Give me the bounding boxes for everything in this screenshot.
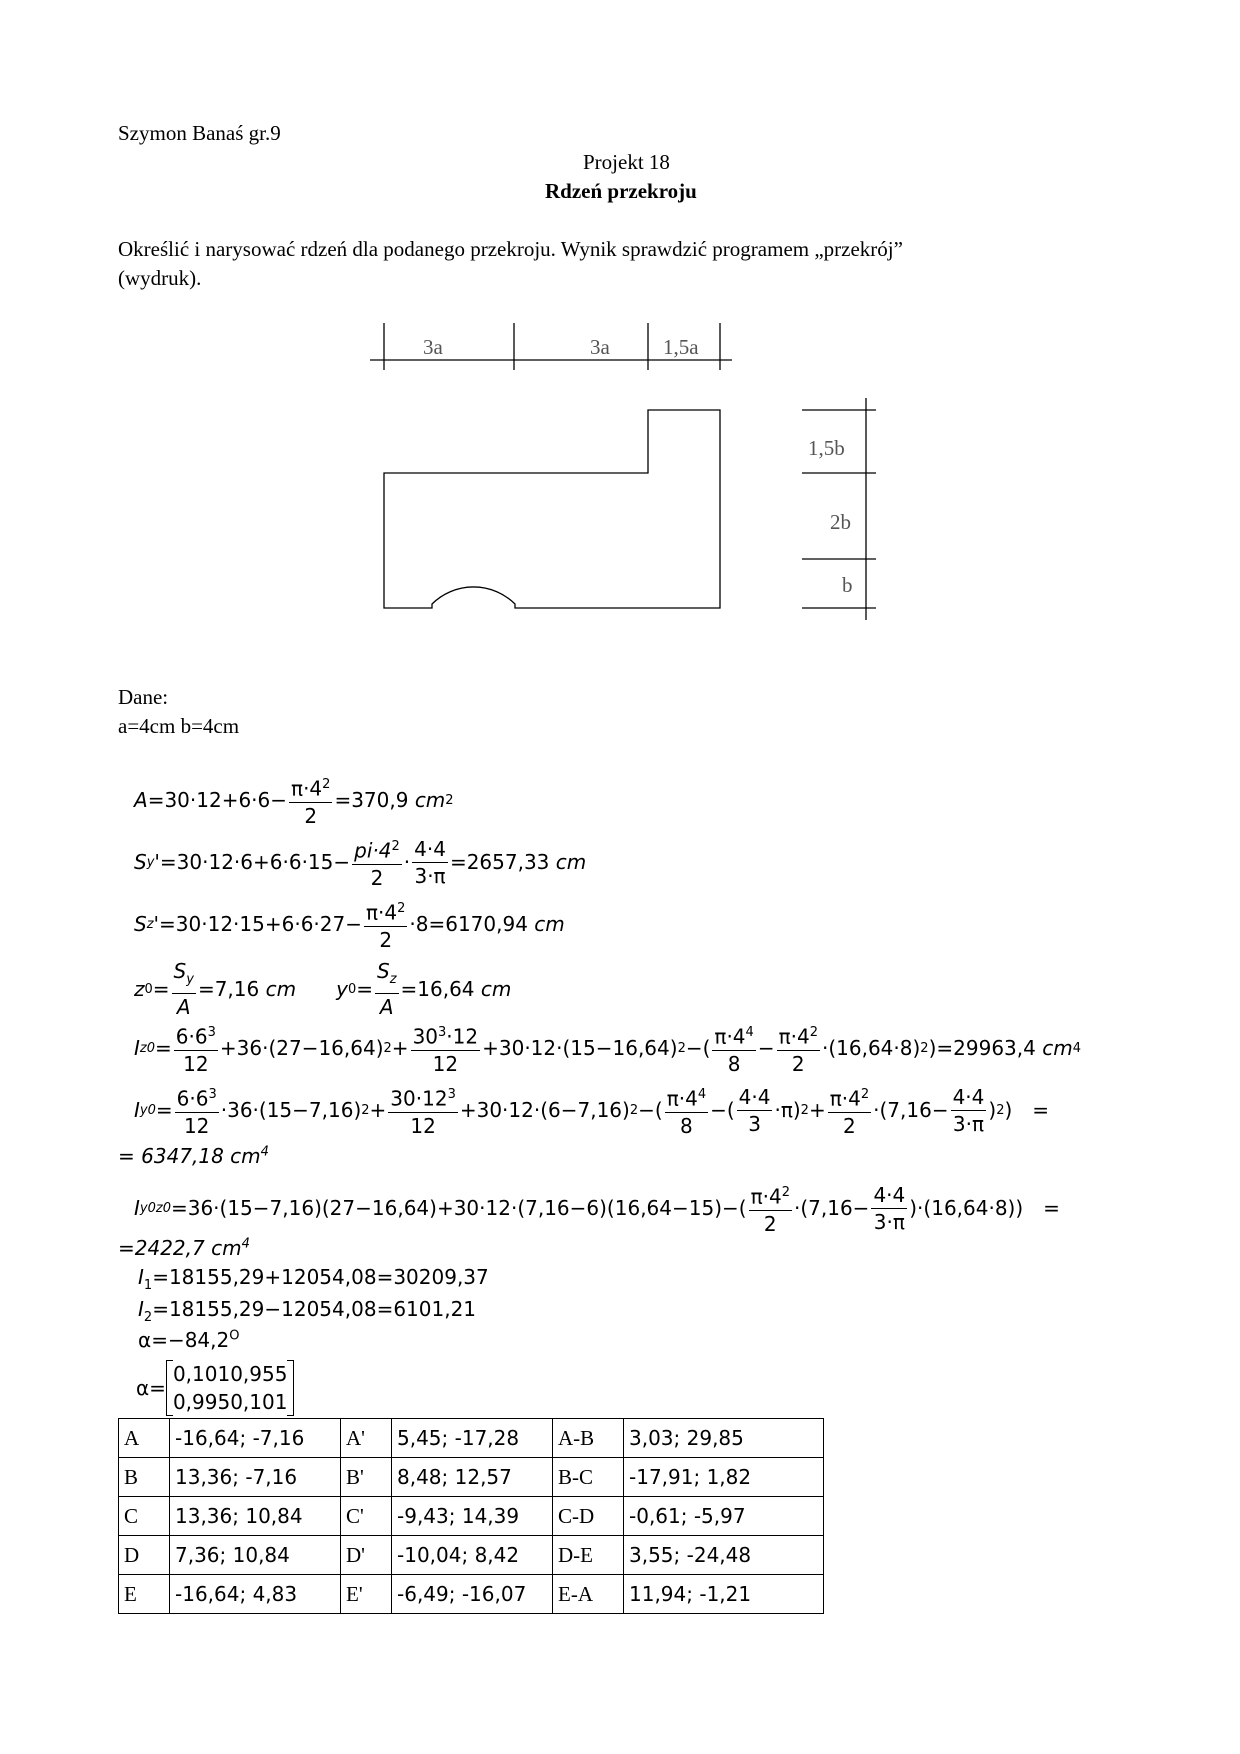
point-label-cell: E-A [553,1575,624,1614]
coordinates-cell: -9,43; 14,39 [392,1497,553,1536]
core-points-table [118,1418,824,1614]
given-label: Dane: [118,685,169,709]
point-label-cell: E [119,1575,170,1614]
given-values: a=4cm b=4cm [118,714,240,738]
table-row [119,1419,824,1458]
table-row [119,1536,824,1575]
equation-alpha-matrix: α= 0,1010,955 0,9950,101 [136,1360,294,1416]
dim-right-1: 1,5b [808,436,845,460]
coordinates-cell: 7,36; 10,84 [170,1536,341,1575]
equation-sy: S y '=30·12·6+6·6·15− $\frac{pi\cdot 4^2}{2}$ · $\frac{4\cdot 4}{3\cdot\pi}$ =2657,33 cm [134,834,586,891]
table-row [119,1497,824,1536]
equation-i2: $I_2=18155,29-12054,08=6101,21$ [138,1297,477,1325]
coordinates-cell: 8,48; 12,57 [392,1458,553,1497]
result-iy0z0: =2422,7 $cm^4$ [118,1236,250,1260]
table-row [119,1458,824,1497]
point-label-cell: C' [341,1497,392,1536]
point-label-cell: D-E [553,1536,624,1575]
author-line: Szymon Banaś gr.9 [118,121,281,145]
coordinates-cell: -16,64; 4,83 [170,1575,341,1614]
dim-top-2: 3a [590,335,610,359]
coordinates-cell: -16,64; -7,16 [170,1419,341,1458]
cross-section-drawing [0,0,1240,640]
point-label-cell: E' [341,1575,392,1614]
point-label-cell: D' [341,1536,392,1575]
equation-iy0z0: I y0z0 =36·(15−7,16)(27−16,64)+30·12·(7,16−6)(16,64−15)−( $\frac{\pi\cdot 4^2}{2}$ ·(7,16− $\frac{4\cdot 4}{3\cdot\pi}$ )·(16,64·8)) = [134,1180,1060,1237]
project-number: Projekt 18 [583,150,670,174]
point-label-cell: A-B [553,1419,624,1458]
equation-iz0: I z0 = $\frac{6\cdot 6^3}{12}$ +36·(27−16,64) 2 + $\frac{30^3\cdot 12}{12}$ +30·12·(15−16,64) 2 −( $\frac{\pi\cdot 4^4}{8}$ − $\frac{\pi\cdot 4^2}{2}$ ·(16,64·8) 2 )=29963,4 cm 4 [134,1020,1081,1077]
dim-right-2: 2b [830,510,851,534]
coordinates-cell: -17,91; 1,82 [624,1458,824,1497]
coordinates-cell: 13,36; 10,84 [170,1497,341,1536]
coordinates-cell: 5,45; -17,28 [392,1419,553,1458]
point-label-cell: D [119,1536,170,1575]
coordinates-cell: 3,55; -24,48 [624,1536,824,1575]
point-label-cell: B-C [553,1458,624,1497]
coordinates-cell: 3,03; 29,85 [624,1419,824,1458]
document-title: Rdzeń przekroju [545,179,697,203]
task-line-2: (wydruk). [118,266,202,290]
point-label-cell: C [119,1497,170,1536]
coordinates-cell: -10,04; 8,42 [392,1536,553,1575]
equation-i1: $I_1=18155,29+12054,08=30209,37$ [138,1265,489,1293]
coordinates-cell: 13,36; -7,16 [170,1458,341,1497]
coordinates-cell: -6,49; -16,07 [392,1575,553,1614]
equation-sz: S z '=30·12·15+6·6·27− $\frac{\pi\cdot 4^2}{2}$ ·8=6170,94 cm [134,896,565,953]
equation-centroid: z 0 = $\frac{S_y}{A}$ =7,16 cm y 0 = $\frac{S_z}{A}$ =16,64 cm [134,959,512,1019]
point-label-cell: B' [341,1458,392,1497]
coordinates-cell: -0,61; -5,97 [624,1497,824,1536]
point-label-cell: A [119,1419,170,1458]
task-line-1: Określić i narysować rdzeń dla podanego przekroju. Wynik sprawdzić programem „przekrój” [118,237,903,261]
result-iy0: = 6347,18 $cm^4$ [118,1144,269,1168]
coordinates-cell: 11,94; -1,21 [624,1575,824,1614]
point-label-cell: B [119,1458,170,1497]
dim-top-1: 3a [423,335,443,359]
point-label-cell: C-D [553,1497,624,1536]
equation-iy0: I y0 = $\frac{6\cdot 6^3}{12}$ ·36·(15−7,16) 2 + $\frac{30\cdot 12^3}{12}$ +30·12·(6−7,16) 2 −( $\frac{\pi\cdot 4^4}{8}$ −( $\frac{4\cdot 4}{3}$ ·π) 2 + $\frac{\pi\cdot 4^2}{2}$ ·(7,16− $\frac{4\cdot 4}{3\cdot\pi}$ ) 2 ) = [134,1082,1049,1139]
equation-area: A =30·12+6·6− $\frac{\pi\cdot 4^2}{2}$ =370,9 cm 2 [134,772,454,829]
table-row [119,1575,824,1614]
dim-right-3: b [842,573,853,597]
equation-alpha: $\alpha=-84,2^O$ [138,1328,240,1352]
dim-top-3: 1,5a [663,335,699,359]
point-label-cell: A' [341,1419,392,1458]
